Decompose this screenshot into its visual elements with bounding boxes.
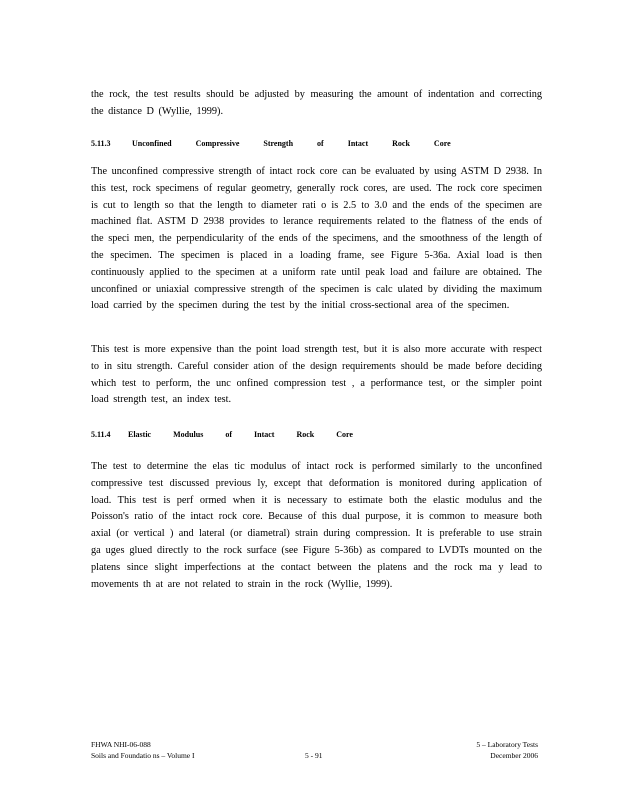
paragraph-elastic-modulus: The test to determine the elas tic modulus of intact rock is performed similarly to the unconfined compressive test discussed previous ly, except that deformation is monitored during application of load. This test is perf ormed when it is necessary to estimate both the elastic modulus and the Poisson's ratio of the intact rock core. Because of this dual purpose, it is common to measure both axial (or vertical ) and lateral (or diametral) strain during compression. It is preferable to use strain ga uges glued directly to the rock surface (see Figure 5-36b) as compared to LVDTs mounted on the platens since slight imperfections at the contact between the platens and the rock ma y lead to movements th at are not related to strain in the rock (Wyllie, 1999).: [91, 461, 542, 590]
section-number: 5.11.3: [91, 139, 111, 148]
paragraph-intro: the rock, the test results should be adjusted by measuring the amount of indentation and correcting the distance D (Wyllie, 1999).: [91, 89, 542, 117]
footer-right-line2: December 2006: [490, 751, 538, 760]
footer-left-line1: FHWA NHI-06-088: [91, 740, 151, 749]
footer-right-line1: 5 – Laboratory Tests: [476, 740, 538, 749]
section-title: Elastic Modulus of Intact Rock Core: [128, 430, 353, 439]
footer-left-line2: Soils and Foundatio ns – Volume I: [91, 751, 195, 760]
paragraph-ucs-description: The unconfined compressive strength of intact rock core can be evaluated by using ASTM D 2938. In this test, rock specimens of regular geometry, generally rock cores, are used. The rock core specimen is cut to length so that the length to diameter rati o is 2.5 to 3.0 and the ends of the specimen are machined flat. ASTM D 2938 provides to lerance requirements related to the flatness of the ends of the speci men, the perpendicularity of the ends of the specimens, and the smoothness of the length of the specimen. The specimen is placed in a loading frame, see Figure 5-36a. Axial load is then continuously applied to the specimen at a uniform rate until peak load and failure are obtained. The unconfined or uniaxial compressive strength of the specimen is calc ulated by dividing the maximum load carried by the specimen during the test by the initial cross-sectional area of the specimen.: [91, 166, 542, 312]
footer-page-number: 5 - 91: [305, 751, 323, 760]
paragraph-ucs-comparison: This test is more expensive than the point load strength test, but it is also more accurate with respect to in situ strength. Careful consider ation of the design requirements should be made before deciding which test to perform, the unc onfined compression test , a performance test, or the simpler point load strength test, an index test.: [91, 344, 542, 406]
section-number: 5.11.4: [91, 430, 111, 439]
section-heading-5-11-3: [91, 139, 451, 149]
section-title: Unconfined Compressive Strength of Intact Rock Core: [132, 139, 451, 148]
section-heading-5-11-4: [91, 430, 353, 440]
